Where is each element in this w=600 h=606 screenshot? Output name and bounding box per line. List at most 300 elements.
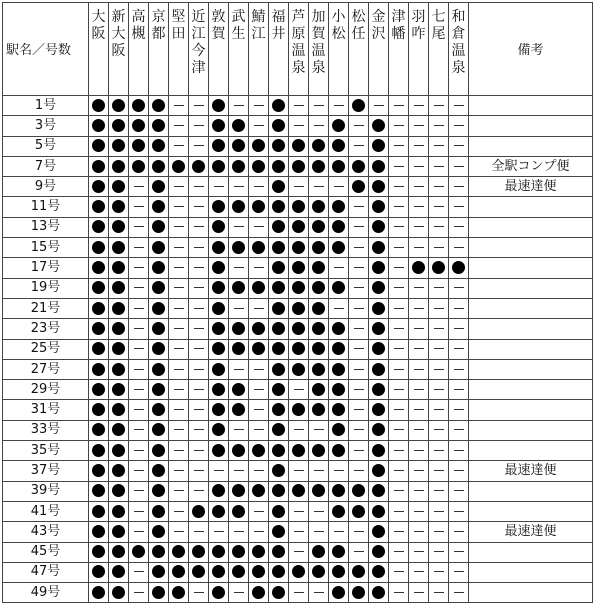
stop-dot-icon [112,565,125,578]
stop-dot-icon [152,423,165,436]
stop-cell [429,562,449,582]
pass-dash-icon [174,409,184,410]
stop-cell [209,420,229,440]
stop-cell [149,116,169,136]
stop-dot-icon [152,525,165,538]
stop-cell [209,177,229,197]
stop-cell [189,177,209,197]
stop-cell [209,359,229,379]
stop-cell [309,441,329,461]
pass-dash-icon [454,409,464,410]
remarks-cell [469,197,593,217]
stop-cell [149,298,169,318]
stop-dot-icon [232,139,245,152]
stop-cell [109,420,129,440]
pass-dash-icon [414,470,424,471]
stop-dot-icon [112,484,125,497]
stop-cell [149,278,169,298]
remarks-cell [469,217,593,237]
train-number: 23号 [3,319,89,339]
pass-dash-icon [454,206,464,207]
stop-cell [109,522,129,542]
stop-dot-icon [272,322,285,335]
stop-cell [109,461,129,481]
stop-dot-icon [92,444,105,457]
stop-cell [289,177,309,197]
pass-dash-icon [434,348,444,349]
station-header [209,3,229,96]
stop-cell [269,562,289,582]
stop-cell [229,501,249,521]
stop-dot-icon [352,484,365,497]
pass-dash-icon [434,531,444,532]
stop-cell [229,542,249,562]
pass-dash-icon [254,470,264,471]
stop-cell [189,319,209,339]
stop-cell [289,400,309,420]
stop-cell [209,339,229,359]
pass-dash-icon [414,409,424,410]
remarks-cell: 最速達便 [469,522,593,542]
stop-cell [109,258,129,278]
stop-cell [289,461,309,481]
stop-cell [409,177,429,197]
stop-cell [209,156,229,176]
stop-cell [89,562,109,582]
station-header [309,3,329,96]
stop-cell [209,136,229,156]
stop-cell [429,156,449,176]
stop-dot-icon [92,99,105,112]
station-name: 鯖江 [251,9,266,42]
station-name: 和倉温泉 [451,9,466,76]
stop-cell [269,583,289,603]
stop-cell [429,339,449,359]
pass-dash-icon [314,592,324,593]
pass-dash-icon [394,308,404,309]
table-row [3,583,593,603]
stop-cell [409,298,429,318]
stop-dot-icon [112,403,125,416]
stop-dot-icon [92,363,105,376]
stop-dot-icon [312,363,325,376]
stop-dot-icon [292,565,305,578]
pass-dash-icon [174,450,184,451]
stop-dot-icon [212,586,225,599]
stop-cell [169,197,189,217]
stop-dot-icon [372,200,385,213]
stop-dot-icon [152,565,165,578]
pass-dash-icon [414,186,424,187]
pass-dash-icon [434,511,444,512]
stop-dot-icon [272,200,285,213]
stop-dot-icon [152,505,165,518]
stop-dot-icon [272,565,285,578]
stop-cell [369,319,389,339]
stop-cell [409,156,429,176]
stop-cell [189,380,209,400]
station-header [389,3,409,96]
stop-cell [329,177,349,197]
stop-cell [89,197,109,217]
stop-cell [89,298,109,318]
stop-cell [169,522,189,542]
stop-cell [409,562,429,582]
stop-dot-icon [372,220,385,233]
stop-cell [309,258,329,278]
stop-dot-icon [152,119,165,132]
pass-dash-icon [234,186,244,187]
stop-cell [129,116,149,136]
stop-cell [89,441,109,461]
stop-dot-icon [352,505,365,518]
stop-dot-icon [212,99,225,112]
pass-dash-icon [174,490,184,491]
stop-cell [409,501,429,521]
stop-cell [189,400,209,420]
stop-dot-icon [232,200,245,213]
pass-dash-icon [234,592,244,593]
stop-cell [369,380,389,400]
stop-dot-icon [352,565,365,578]
station-header [269,3,289,96]
stop-dot-icon [332,200,345,213]
stop-dot-icon [252,160,265,173]
stop-cell [189,136,209,156]
pass-dash-icon [434,369,444,370]
stop-dot-icon [112,363,125,376]
stop-cell [249,136,269,156]
stop-cell [289,136,309,156]
stop-dot-icon [212,241,225,254]
stop-cell [149,156,169,176]
stop-cell [109,339,129,359]
pass-dash-icon [134,389,144,390]
station-header [249,3,269,96]
pass-dash-icon [194,105,204,106]
pass-dash-icon [454,571,464,572]
pass-dash-icon [434,226,444,227]
stop-dot-icon [152,281,165,294]
stop-dot-icon [92,423,105,436]
stop-cell [249,116,269,136]
pass-dash-icon [354,429,364,430]
stop-cell [409,359,429,379]
stop-dot-icon [92,586,105,599]
stop-cell [429,420,449,440]
stop-cell [409,319,429,339]
stop-cell [289,441,309,461]
stop-cell [409,136,429,156]
stop-dot-icon [212,363,225,376]
stop-dot-icon [372,444,385,457]
stop-cell [169,420,189,440]
stop-dot-icon [212,200,225,213]
train-number: 41号 [3,501,89,521]
stop-cell [129,177,149,197]
stop-cell [249,298,269,318]
pass-dash-icon [294,531,304,532]
pass-dash-icon [174,226,184,227]
table-row [3,258,593,278]
stop-cell [229,481,249,501]
stop-dot-icon [412,261,425,274]
stop-cell [249,177,269,197]
stop-cell [269,156,289,176]
stop-dot-icon [92,302,105,315]
pass-dash-icon [134,348,144,349]
station-name: 近江今津 [191,9,206,76]
stop-cell [89,380,109,400]
stop-cell [129,156,149,176]
stop-cell [89,583,109,603]
stop-cell [129,380,149,400]
stop-cell [289,278,309,298]
stop-cell [449,420,469,440]
stop-cell [449,441,469,461]
stop-cell [169,501,189,521]
table-row [3,177,593,197]
stop-dot-icon [252,586,265,599]
station-name: 敦賀 [211,9,226,42]
stop-dot-icon [332,423,345,436]
stop-cell [289,238,309,258]
stop-cell [429,501,449,521]
pass-dash-icon [294,429,304,430]
stop-dot-icon [212,322,225,335]
table-row [3,481,593,501]
stop-cell [429,177,449,197]
stop-dot-icon [232,505,245,518]
stop-cell [189,441,209,461]
station-name: 加賀温泉 [311,9,326,76]
stop-cell [129,319,149,339]
stop-cell [309,319,329,339]
stop-dot-icon [272,484,285,497]
train-number: 31号 [3,400,89,420]
stop-dot-icon [232,119,245,132]
stop-dot-icon [332,505,345,518]
stop-dot-icon [372,464,385,477]
stop-cell [89,461,109,481]
stop-dot-icon [92,464,105,477]
stop-dot-icon [332,586,345,599]
stop-cell [349,298,369,318]
stop-dot-icon [92,322,105,335]
stop-cell [389,136,409,156]
stop-dot-icon [332,281,345,294]
stop-dot-icon [92,403,105,416]
pass-dash-icon [294,105,304,106]
pass-dash-icon [394,369,404,370]
stop-cell [169,136,189,156]
stop-dot-icon [252,565,265,578]
stop-cell [369,278,389,298]
stop-cell [89,136,109,156]
stop-cell [269,400,289,420]
stop-dot-icon [452,261,465,274]
stop-cell [329,238,349,258]
stop-cell [249,583,269,603]
stop-dot-icon [212,281,225,294]
stop-dot-icon [232,545,245,558]
stop-cell [389,96,409,116]
train-number: 5号 [3,136,89,156]
pass-dash-icon [394,287,404,288]
stop-cell [329,116,349,136]
stop-dot-icon [332,241,345,254]
stop-cell [169,298,189,318]
stop-dot-icon [352,99,365,112]
stop-cell [209,522,229,542]
stop-cell [449,156,469,176]
stop-cell [449,481,469,501]
stop-dot-icon [152,261,165,274]
pass-dash-icon [414,369,424,370]
pass-dash-icon [194,186,204,187]
stop-cell [229,583,249,603]
stop-cell [429,481,449,501]
pass-dash-icon [454,470,464,471]
stop-cell [269,522,289,542]
pass-dash-icon [414,226,424,227]
stop-dot-icon [272,363,285,376]
stop-cell [409,238,429,258]
stop-cell [189,420,209,440]
stop-cell [209,238,229,258]
pass-dash-icon [414,389,424,390]
stop-cell [269,258,289,278]
station-header [289,3,309,96]
stop-cell [429,441,449,461]
stop-cell [429,258,449,278]
stop-cell [409,420,429,440]
remarks-header: 備考 [469,3,593,96]
stop-cell [229,400,249,420]
stop-cell [189,583,209,603]
train-number: 3号 [3,116,89,136]
pass-dash-icon [434,470,444,471]
stop-cell [129,583,149,603]
table-row [3,136,593,156]
stop-dot-icon [372,565,385,578]
train-number: 9号 [3,177,89,197]
stop-dot-icon [212,160,225,173]
stop-dot-icon [152,403,165,416]
stop-cell [369,238,389,258]
stop-dot-icon [312,383,325,396]
stop-cell [289,197,309,217]
pass-dash-icon [394,511,404,512]
pass-dash-icon [314,125,324,126]
pass-dash-icon [254,531,264,532]
stop-cell [289,298,309,318]
pass-dash-icon [254,369,264,370]
stop-cell [389,278,409,298]
stop-cell [429,96,449,116]
stop-cell [449,522,469,542]
train-number: 21号 [3,298,89,318]
pass-dash-icon [434,247,444,248]
stop-cell [209,96,229,116]
stop-dot-icon [292,322,305,335]
stop-cell [109,217,129,237]
pass-dash-icon [454,328,464,329]
stop-cell [289,380,309,400]
stop-dot-icon [372,484,385,497]
pass-dash-icon [394,247,404,248]
stop-cell [329,461,349,481]
stop-cell [189,238,209,258]
pass-dash-icon [254,429,264,430]
stop-cell [329,501,349,521]
pass-dash-icon [134,490,144,491]
station-name: 芦原温泉 [291,9,306,76]
stop-cell [169,258,189,278]
stop-cell [189,501,209,521]
stop-dot-icon [92,180,105,193]
stop-dot-icon [192,545,205,558]
stop-dot-icon [312,484,325,497]
stop-dot-icon [312,342,325,355]
pass-dash-icon [174,186,184,187]
pass-dash-icon [334,186,344,187]
stop-cell [109,441,129,461]
stop-cell [229,298,249,318]
pass-dash-icon [194,369,204,370]
pass-dash-icon [414,206,424,207]
stop-cell [149,562,169,582]
pass-dash-icon [414,105,424,106]
stop-dot-icon [272,342,285,355]
stop-dot-icon [332,565,345,578]
stop-cell [189,461,209,481]
stop-cell [369,542,389,562]
stop-cell [89,238,109,258]
pass-dash-icon [454,531,464,532]
pass-dash-icon [394,166,404,167]
stop-dot-icon [272,302,285,315]
stop-cell [449,177,469,197]
stop-cell [389,339,409,359]
stop-dot-icon [132,545,145,558]
stop-dot-icon [312,139,325,152]
stop-dot-icon [92,241,105,254]
stop-cell [409,96,429,116]
stop-cell [209,441,229,461]
stop-dot-icon [152,160,165,173]
stop-cell [389,481,409,501]
stop-cell [89,481,109,501]
stop-cell [109,156,129,176]
stop-cell [169,319,189,339]
stop-dot-icon [272,119,285,132]
stop-dot-icon [312,545,325,558]
stop-dot-icon [212,403,225,416]
train-number: 49号 [3,583,89,603]
stop-cell [449,96,469,116]
pass-dash-icon [394,470,404,471]
stop-cell [109,298,129,318]
stop-dot-icon [212,565,225,578]
stop-cell [309,359,329,379]
stop-dot-icon [212,139,225,152]
remarks-cell [469,238,593,258]
stop-dot-icon [372,342,385,355]
stop-cell [369,177,389,197]
pass-dash-icon [394,450,404,451]
stop-dot-icon [332,545,345,558]
